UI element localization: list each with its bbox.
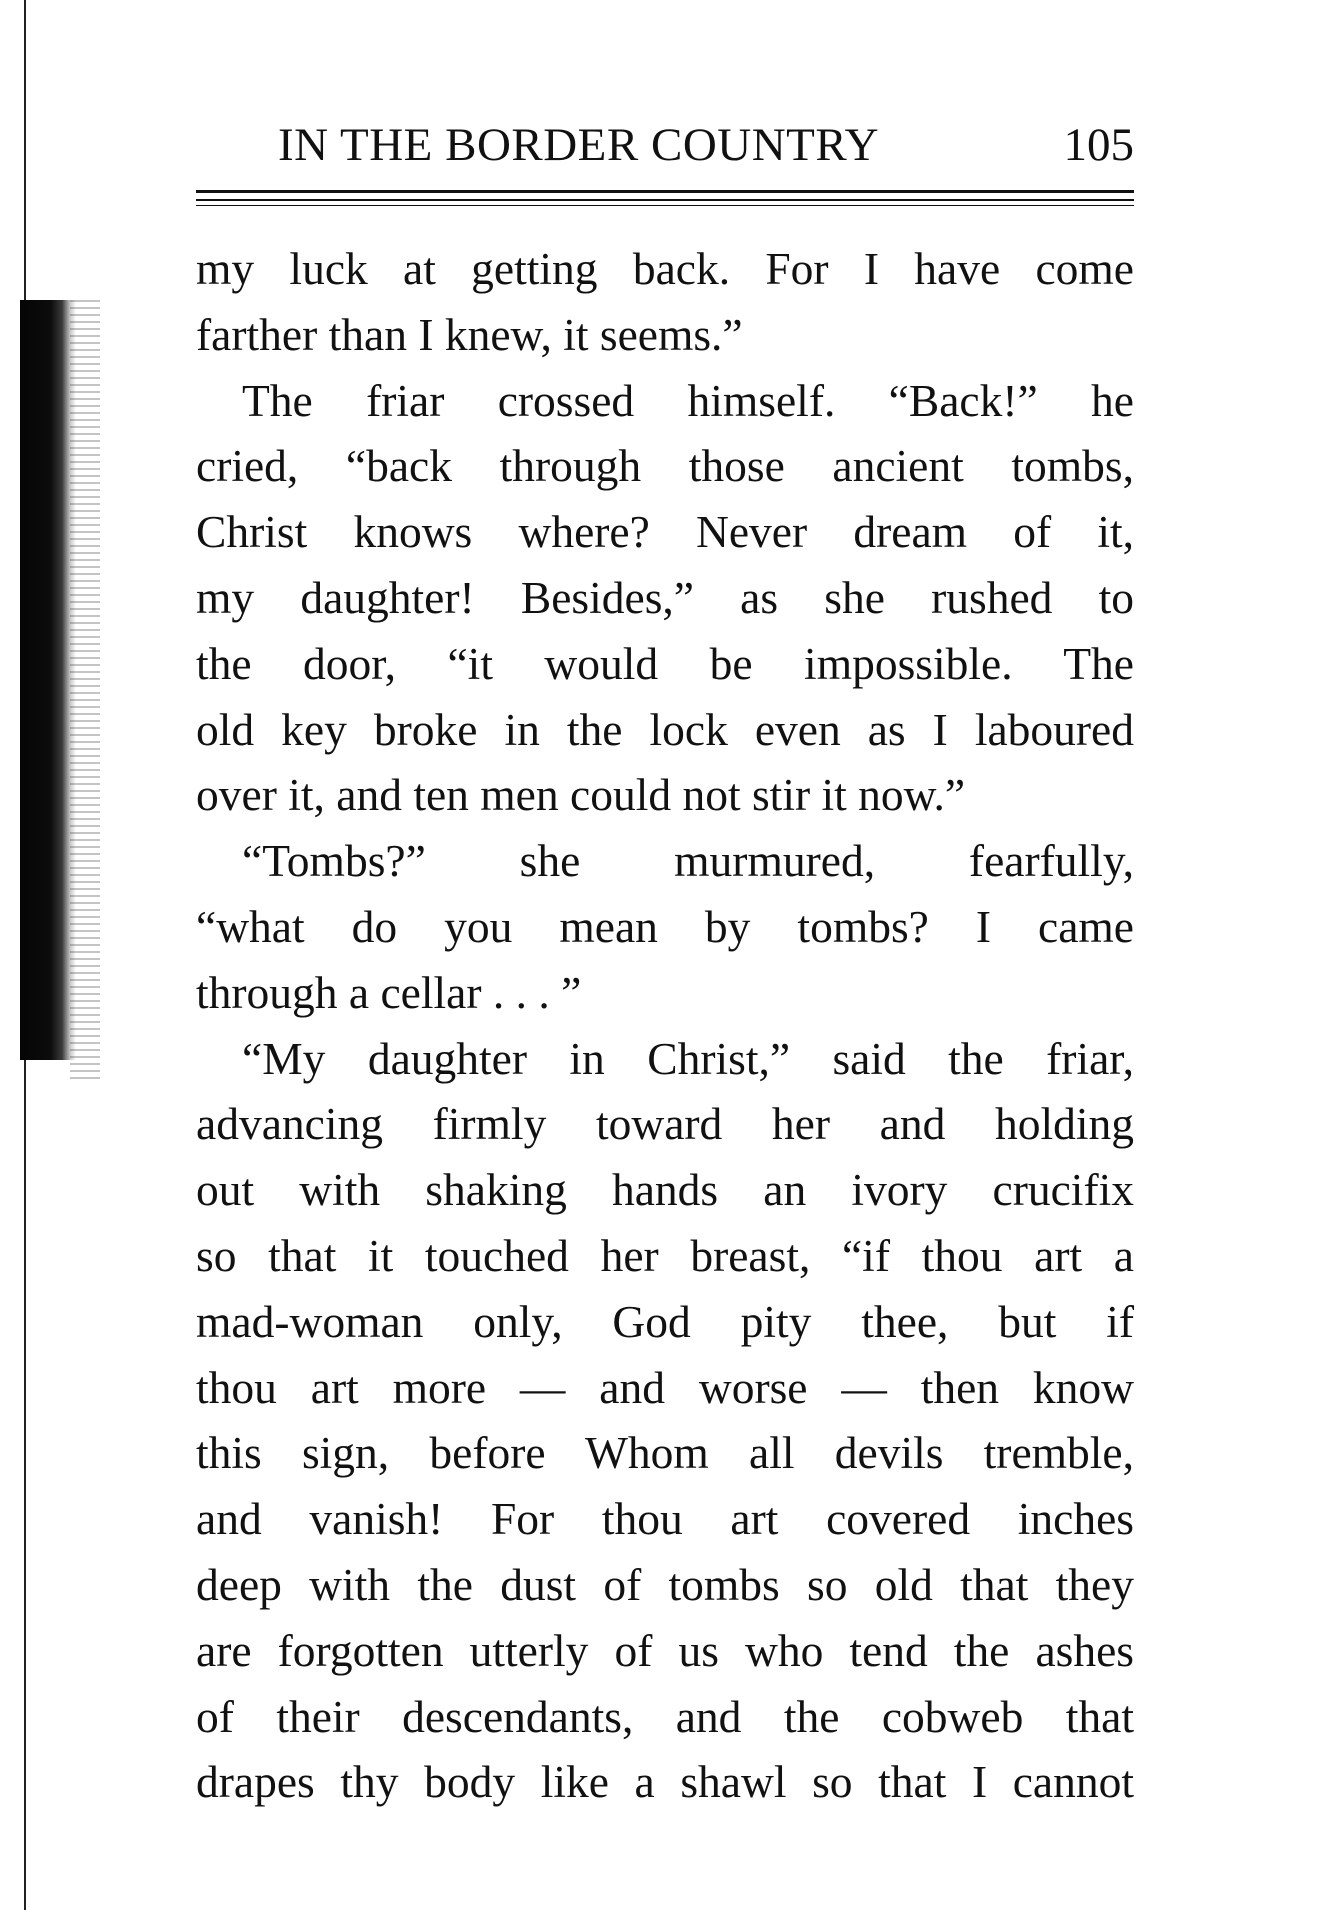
text-line: “Tombs?” she murmured, fearfully, xyxy=(242,835,1134,887)
text-line: cried, “back through those ancient tombs, xyxy=(196,440,1134,492)
text-line: the door, “it would be impossible. The xyxy=(196,637,1134,689)
text-line: advancing firmly toward her and holding xyxy=(196,1098,1134,1150)
text-line: are forgotten utterly of us who tend the ashes xyxy=(196,1624,1134,1676)
running-head-title: IN THE BORDER COUNTRY xyxy=(278,119,880,171)
text-line: my daughter! Besides,” as she rushed to xyxy=(196,571,1134,623)
text-line: old key broke in the lock even as I laboured xyxy=(196,703,1134,755)
text-line: out with shaking hands an ivory crucifix xyxy=(196,1164,1134,1216)
text-line: The friar crossed himself. “Back!” he xyxy=(242,374,1134,426)
header-rule-top xyxy=(196,190,1134,193)
text-line: “what do you mean by tombs? I came xyxy=(196,900,1134,952)
text-line: drapes thy body like a shawl so that I cannot xyxy=(196,1756,1134,1808)
text-line: through a cellar . . . ” xyxy=(196,966,582,1018)
text-line: deep with the dust of tombs so old that they xyxy=(196,1558,1134,1610)
text-line: thou art more — and worse — then know xyxy=(196,1361,1134,1413)
page-number: 105 xyxy=(1063,119,1134,171)
text-line: mad-woman only, God pity thee, but if xyxy=(196,1295,1134,1347)
running-head xyxy=(196,118,1134,178)
text-line: “My daughter in Christ,” said the friar, xyxy=(242,1032,1134,1084)
text-line: and vanish! For thou art covered inches xyxy=(196,1493,1134,1545)
header-rule-middle xyxy=(196,199,1134,201)
text-line: farther than I knew, it seems.” xyxy=(196,308,743,360)
binding-shadow xyxy=(20,300,76,1060)
text-line: so that it touched her breast, “if thou art a xyxy=(196,1229,1134,1281)
text-line: my luck at getting back. For I have come xyxy=(196,243,1134,294)
text-line: this sign, before Whom all devils tremble, xyxy=(196,1427,1134,1479)
text-line: over it, and ten men could not stir it now.” xyxy=(196,769,966,821)
binding-texture xyxy=(70,300,100,1080)
body-text xyxy=(196,236,1134,1815)
header-rule-bottom xyxy=(196,205,1134,206)
text-line: of their descendants, and the cobweb that xyxy=(196,1690,1134,1742)
text-line: Christ knows where? Never dream of it, xyxy=(196,506,1134,558)
